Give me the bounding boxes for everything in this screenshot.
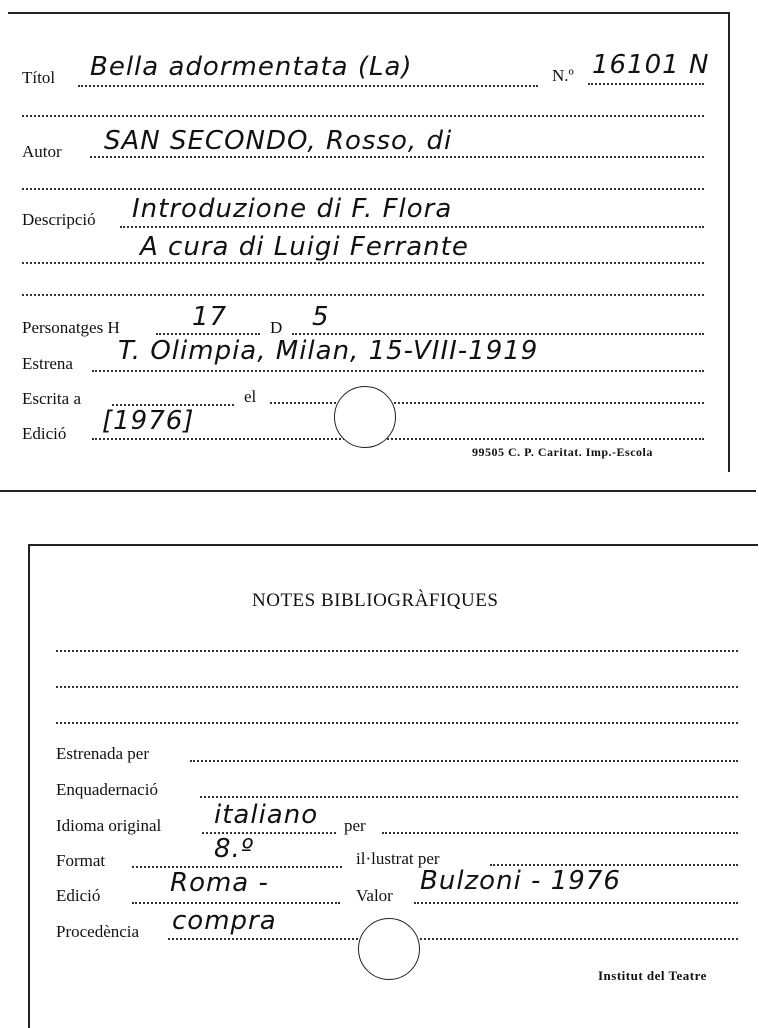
estrena-label: Estrena xyxy=(22,354,73,373)
card2-top-edge xyxy=(30,544,758,546)
institution-footer: Institut del Teatre xyxy=(598,968,707,983)
descripcio-value-2: A cura di Luigi Ferrante xyxy=(140,232,469,262)
personatges-label: Personatges H xyxy=(22,318,120,337)
edicio2-value: Roma - xyxy=(170,868,269,898)
personatges-d-label: D xyxy=(270,318,283,337)
numero-value: 16101 N xyxy=(592,50,710,80)
titol-label: Títol xyxy=(22,68,56,87)
personatges-d-value: 5 xyxy=(312,302,330,332)
separator-line-2 xyxy=(22,188,704,190)
numero-dotted-line xyxy=(588,83,704,85)
valor-value: Bulzoni - 1976 xyxy=(420,866,621,896)
notes-dotted-line-1 xyxy=(56,650,738,652)
edicio-value: [1976] xyxy=(102,406,195,436)
separator-line-3 xyxy=(22,294,704,296)
idioma-per-dotted-line xyxy=(382,832,738,834)
autor-label: Autor xyxy=(22,142,62,161)
personatges-h-value: 17 xyxy=(192,302,228,332)
personatges-h-dotted-line xyxy=(156,333,260,335)
descripcio-dotted-line-1 xyxy=(120,226,704,228)
valor-dotted-line xyxy=(414,902,738,904)
punch-hole-circle xyxy=(334,386,396,448)
procedencia-value: compra xyxy=(172,906,277,936)
notes-dotted-line-2 xyxy=(56,686,738,688)
personatges-d-dotted-line xyxy=(292,333,704,335)
printer-note: 99505 C. P. Caritat. Imp.-Escola xyxy=(472,445,653,459)
numero-label: N.º xyxy=(552,66,574,85)
escrita-a-label: Escrita a xyxy=(22,389,81,408)
descripcio-label: Descripció xyxy=(22,210,96,229)
el-dotted-line xyxy=(270,402,704,404)
descripcio-dotted-line-2 xyxy=(22,262,704,264)
enquadernacio-dotted-line xyxy=(200,796,738,798)
edicio2-label: Edició xyxy=(56,886,101,905)
punch-hole-circle-2 xyxy=(358,918,420,980)
edicio-label: Edició xyxy=(22,424,67,443)
idioma-per-label: per xyxy=(344,816,366,835)
procedencia-dotted-line xyxy=(168,938,738,940)
procedencia-label: Procedència xyxy=(56,922,140,941)
descripcio-value-1: Introduzione di F. Flora xyxy=(132,194,453,224)
notes-heading: NOTES BIBLIOGRÀFIQUES xyxy=(252,590,499,611)
card1-top-edge xyxy=(8,12,730,14)
estrenada-label: Estrenada per xyxy=(56,744,149,763)
valor-label: Valor xyxy=(356,886,393,905)
estrena-value: T. Olimpia, Milan, 15-VIII-1919 xyxy=(118,336,539,366)
el-label: el xyxy=(244,387,257,406)
format-label: Format xyxy=(56,851,106,870)
edicio2-dotted-line xyxy=(132,902,340,904)
card2-left-edge xyxy=(28,544,30,1028)
idioma-label: Idioma original xyxy=(56,816,162,835)
enquadernacio-label: Enquadernació xyxy=(56,780,158,799)
card1-bottom-edge xyxy=(0,490,756,492)
format-value: 8.º xyxy=(214,834,255,864)
idioma-value: italiano xyxy=(214,800,319,830)
autor-dotted-line xyxy=(90,156,704,158)
il-lustrat-label: il·lustrat per xyxy=(356,849,440,868)
notes-dotted-line-3 xyxy=(56,722,738,724)
estrenada-dotted-line xyxy=(190,760,738,762)
titol-value: Bella adormentata (La) xyxy=(90,52,413,82)
separator-line-1 xyxy=(22,115,704,117)
estrena-dotted-line xyxy=(92,370,704,372)
titol-dotted-line xyxy=(78,85,538,87)
card1-right-edge xyxy=(728,12,730,472)
edicio-dotted-line xyxy=(92,438,704,440)
autor-value: SAN SECONDO, Rosso, di xyxy=(104,126,453,156)
